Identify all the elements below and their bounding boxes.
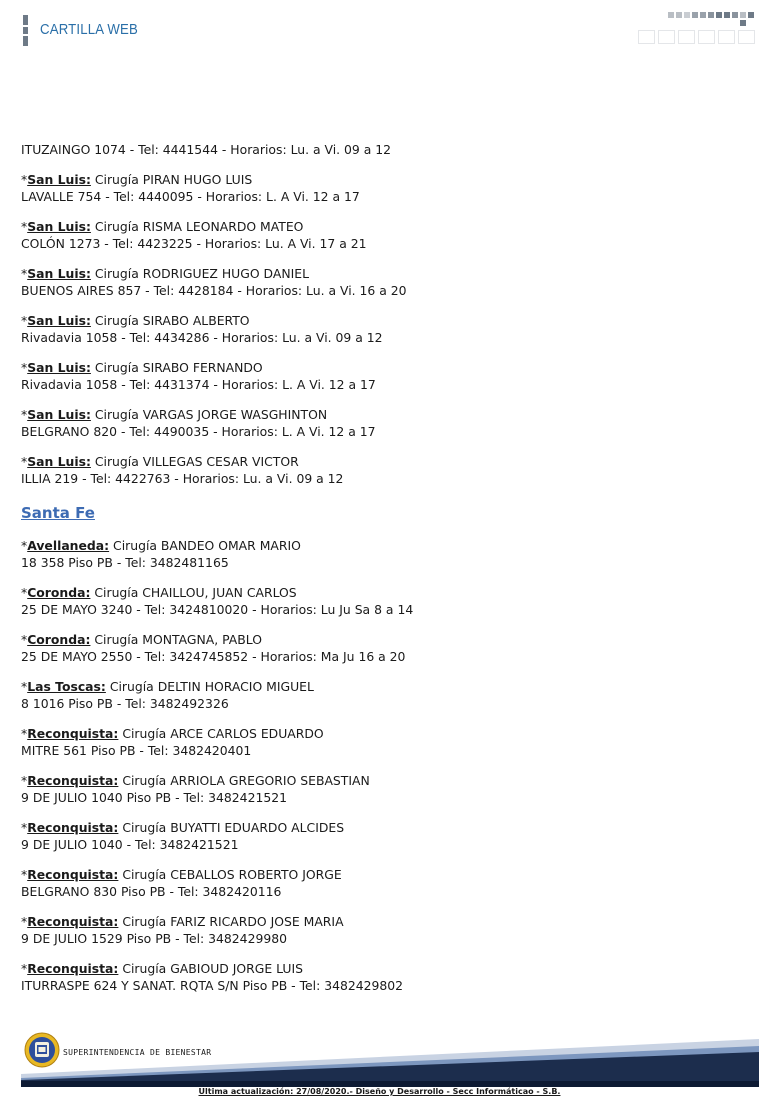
entry-city-link[interactable]: Coronda: <box>27 632 91 647</box>
entry-provider: Cirugía MONTAGNA, PABLO <box>90 632 262 647</box>
list-item <box>21 584 741 618</box>
entry-address: 25 DE MAYO 2550 - Tel: 3424745852 - Horarios: Ma Ju 16 a 20 <box>21 649 406 664</box>
list-item <box>21 866 741 900</box>
entry-city-link[interactable]: San Luis: <box>27 407 91 422</box>
list-item <box>21 819 741 853</box>
entry-provider: Cirugía RODRIGUEZ HUGO DANIEL <box>90 266 309 281</box>
entry-provider: Cirugía FARIZ RICARDO JOSE MARIA <box>118 914 344 929</box>
header-title: CARTILLA WEB <box>40 21 138 38</box>
decor-square <box>700 12 706 18</box>
decor-square <box>676 12 682 18</box>
entry-city-link[interactable]: San Luis: <box>27 313 91 328</box>
entry-address: ITURRASPE 624 Y SANAT. RQTA S/N Piso PB - Tel: 3482429802 <box>21 978 404 993</box>
decor-square <box>668 12 674 18</box>
list-item <box>21 218 741 252</box>
decor-square-outline <box>738 30 755 44</box>
page-header <box>0 0 759 60</box>
entry-title-line: *San Luis: Cirugía RISMA LEONARDO MATEO <box>21 219 304 234</box>
entry-city-link[interactable]: Las Toscas: <box>27 679 106 694</box>
list-item <box>21 913 741 947</box>
list-item <box>21 631 741 665</box>
entry-city-link[interactable]: Reconquista: <box>27 961 119 976</box>
list-item <box>21 265 741 299</box>
entry-title-line: *Coronda: Cirugía CHAILLOU, JUAN CARLOS <box>21 585 297 600</box>
decor-square <box>684 12 690 18</box>
decor-square <box>708 12 714 18</box>
list-item <box>21 453 741 487</box>
entry-address: COLÓN 1273 - Tel: 4423225 - Horarios: Lu. A Vi. 17 a 21 <box>21 236 367 251</box>
list-item <box>21 772 741 806</box>
entry-title-line: *Reconquista: Cirugía CEBALLOS ROBERTO JORGE <box>21 867 342 882</box>
list-item <box>21 312 741 346</box>
entry-title-line: *San Luis: Cirugía SIRABO ALBERTO <box>21 313 250 328</box>
directory-content <box>21 141 741 1007</box>
decor-square-outline <box>678 30 695 44</box>
decor-square <box>748 12 754 18</box>
entry-address: 9 DE JULIO 1040 - Tel: 3482421521 <box>21 837 239 852</box>
list-item <box>21 960 741 994</box>
entry-city-link[interactable]: San Luis: <box>27 172 91 187</box>
entry-city-link[interactable]: Coronda: <box>27 585 91 600</box>
entry-provider: Cirugía CHAILLOU, JUAN CARLOS <box>90 585 297 600</box>
entry-address: 8 1016 Piso PB - Tel: 3482492326 <box>21 696 229 711</box>
decor-square <box>732 12 738 18</box>
footer-band <box>21 1034 759 1087</box>
entry-address: ITUZAINGO 1074 - Tel: 4441544 - Horarios: Lu. a Vi. 09 a 12 <box>21 142 392 157</box>
header-squares-decoration <box>637 12 759 46</box>
decor-square <box>724 12 730 18</box>
entry-title-line: *Avellaneda: Cirugía BANDEO OMAR MARIO <box>21 538 301 553</box>
list-item <box>21 171 741 205</box>
footer-org-name: SUPERINTENDENCIA DE BIENESTAR <box>63 1048 212 1057</box>
entry-provider: Cirugía ARRIOLA GREGORIO SEBASTIAN <box>118 773 370 788</box>
decor-square-outline <box>638 30 655 44</box>
entry-title-line: *San Luis: Cirugía SIRABO FERNANDO <box>21 360 263 375</box>
entry-city-link[interactable]: San Luis: <box>27 454 91 469</box>
decor-square-outline <box>718 30 735 44</box>
entry-provider: Cirugía CEBALLOS ROBERTO JORGE <box>118 867 342 882</box>
entry-title-line: *Reconquista: Cirugía ARCE CARLOS EDUARDO <box>21 726 324 741</box>
entry-city-link[interactable]: San Luis: <box>27 360 91 375</box>
entry-city-link[interactable]: Reconquista: <box>27 726 119 741</box>
list-item <box>21 141 741 158</box>
decor-square <box>692 12 698 18</box>
decor-square <box>740 20 746 26</box>
entry-city-link[interactable]: Reconquista: <box>27 914 119 929</box>
entry-address: 18 358 Piso PB - Tel: 3482481165 <box>21 555 229 570</box>
entry-provider: Cirugía SIRABO FERNANDO <box>90 360 263 375</box>
list-item <box>21 359 741 393</box>
entry-provider: Cirugía ARCE CARLOS EDUARDO <box>118 726 324 741</box>
entry-title-line: *Reconquista: Cirugía FARIZ RICARDO JOSE MARIA <box>21 914 344 929</box>
entry-provider: Cirugía GABIOUD JORGE LUIS <box>118 961 304 976</box>
province-heading[interactable]: Santa Fe <box>21 504 95 522</box>
footer-update-text: Ultima actualización: 27/08/2020.- Diseño y Desarrollo - Secc Informáticao - S.B. <box>198 1087 561 1096</box>
entry-address: 9 DE JULIO 1529 Piso PB - Tel: 3482429980 <box>21 931 287 946</box>
decor-square-outline <box>658 30 675 44</box>
page-footer <box>0 1026 759 1101</box>
entry-provider: Cirugía VILLEGAS CESAR VICTOR <box>90 454 299 469</box>
entry-address: BELGRANO 830 Piso PB - Tel: 3482420116 <box>21 884 282 899</box>
entry-city-link[interactable]: San Luis: <box>27 266 91 281</box>
entry-address: Rivadavia 1058 - Tel: 4431374 - Horarios: L. A Vi. 12 a 17 <box>21 377 376 392</box>
decor-square <box>740 12 746 18</box>
list-item <box>21 678 741 712</box>
header-accent-bar <box>23 15 28 46</box>
entry-title-line: *San Luis: Cirugía VARGAS JORGE WASGHINTON <box>21 407 328 422</box>
entry-address: MITRE 561 Piso PB - Tel: 3482420401 <box>21 743 252 758</box>
entry-title-line: *San Luis: Cirugía PIRAN HUGO LUIS <box>21 172 253 187</box>
entry-city-link[interactable]: Avellaneda: <box>27 538 110 553</box>
entry-address: 9 DE JULIO 1040 Piso PB - Tel: 3482421521 <box>21 790 287 805</box>
entry-title-line: *Reconquista: Cirugía BUYATTI EDUARDO ALCIDES <box>21 820 345 835</box>
entry-city-link[interactable]: Reconquista: <box>27 820 119 835</box>
entry-address: LAVALLE 754 - Tel: 4440095 - Horarios: L. A Vi. 12 a 17 <box>21 189 360 204</box>
entry-provider: Cirugía BUYATTI EDUARDO ALCIDES <box>118 820 345 835</box>
superintendencia-logo-icon <box>24 1032 60 1068</box>
list-item <box>21 725 741 759</box>
entry-address: 25 DE MAYO 3240 - Tel: 3424810020 - Horarios: Lu Ju Sa 8 a 14 <box>21 602 414 617</box>
list-item <box>21 406 741 440</box>
entry-provider: Cirugía DELTIN HORACIO MIGUEL <box>105 679 314 694</box>
entry-address: Rivadavia 1058 - Tel: 4434286 - Horarios: Lu. a Vi. 09 a 12 <box>21 330 383 345</box>
entry-provider: Cirugía VARGAS JORGE WASGHINTON <box>90 407 328 422</box>
entry-address: BELGRANO 820 - Tel: 4490035 - Horarios: L. A Vi. 12 a 17 <box>21 424 376 439</box>
entry-address: ILLIA 219 - Tel: 4422763 - Horarios: Lu. a Vi. 09 a 12 <box>21 471 344 486</box>
entry-title-line: *San Luis: Cirugía VILLEGAS CESAR VICTOR <box>21 454 299 469</box>
entry-provider: Cirugía BANDEO OMAR MARIO <box>109 538 301 553</box>
entry-city-link[interactable]: Reconquista: <box>27 773 119 788</box>
entry-city-link[interactable]: Reconquista: <box>27 867 119 882</box>
decor-square <box>716 12 722 18</box>
decor-square-outline <box>698 30 715 44</box>
entry-title-line: *Coronda: Cirugía MONTAGNA, PABLO <box>21 632 262 647</box>
list-item <box>21 537 741 571</box>
santa-fe-list <box>21 537 741 994</box>
entry-title-line: *Las Toscas: Cirugía DELTIN HORACIO MIGUEL <box>21 679 314 694</box>
entry-provider: Cirugía RISMA LEONARDO MATEO <box>90 219 304 234</box>
entry-title-line: *Reconquista: Cirugía ARRIOLA GREGORIO SEBASTIAN <box>21 773 370 788</box>
entry-title-line: *Reconquista: Cirugía GABIOUD JORGE LUIS <box>21 961 304 976</box>
entry-provider: Cirugía SIRABO ALBERTO <box>90 313 250 328</box>
entry-provider: Cirugía PIRAN HUGO LUIS <box>90 172 253 187</box>
entry-city-link[interactable]: San Luis: <box>27 219 91 234</box>
san-luis-list <box>21 141 741 487</box>
entry-title-line: *San Luis: Cirugía RODRIGUEZ HUGO DANIEL <box>21 266 309 281</box>
entry-address: BUENOS AIRES 857 - Tel: 4428184 - Horarios: Lu. a Vi. 16 a 20 <box>21 283 407 298</box>
